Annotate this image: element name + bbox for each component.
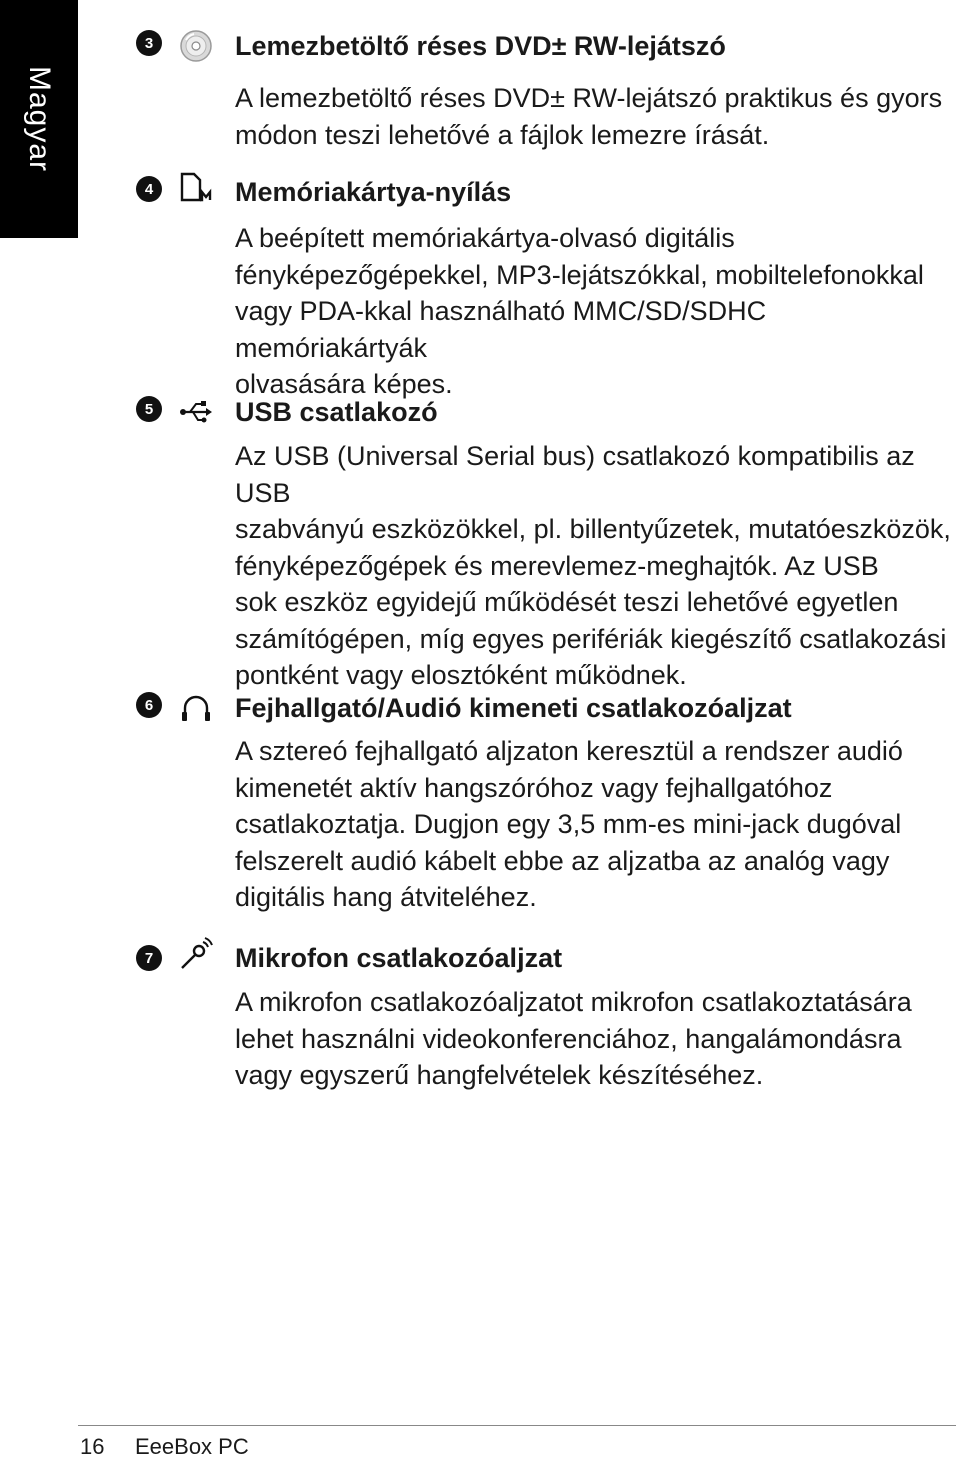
- section-body: [235, 438, 955, 694]
- section-body: [235, 220, 955, 403]
- body-line: olvasására képes.: [235, 369, 453, 399]
- body-line: fényképezőgépek és merevlemez-meghajtók. Az USB: [235, 550, 879, 581]
- body-line: felszerelt audió kábelt ebbe az aljzatba az analóg vagy: [235, 845, 890, 876]
- body-line: fényképezőgépekkel, MP3-lejátszókkal, mobiltelefonokkal: [235, 259, 924, 290]
- body-line: szabványú eszközökkel, pl. billentyűzetek, mutatóeszközök,: [235, 514, 951, 544]
- body-line: módon teszi lehetővé a fájlok lemezre írását.: [235, 119, 770, 150]
- body-line: vagy egyszerű hangfelvételek készítéséhez.: [235, 1060, 764, 1090]
- body-line: vagy PDA-kkal használható MMC/SD/SDHC memóriakártyák: [235, 296, 767, 363]
- body-line: sok eszköz egyidejű működését teszi lehetővé egyetlen: [235, 587, 899, 617]
- body-line: Az USB (Universal Serial bus) csatlakozó kompatibilis az USB: [235, 441, 915, 508]
- language-label: Magyar: [23, 65, 57, 173]
- section-title: Memóriakártya-nyílás: [235, 177, 512, 207]
- section-title: Fejhallgató/Audió kimeneti csatlakozóaljzat: [235, 693, 792, 723]
- body-line: számítógépen, míg egyes perifériák kiegészítő csatlakozási: [235, 623, 947, 654]
- page-number: 16: [80, 1434, 105, 1459]
- section-title: Lemezbetöltő réses DVD± RW-lejátszó: [235, 31, 726, 61]
- section-title: Mikrofon csatlakozóaljzat: [235, 943, 563, 973]
- optical-disc-icon: [178, 28, 214, 64]
- section-body: [235, 733, 955, 916]
- body-line: digitális hang átviteléhez.: [235, 882, 537, 912]
- memory-card-icon: [178, 170, 214, 206]
- usb-icon: [178, 394, 214, 430]
- microphone-icon: [178, 936, 214, 972]
- footer-product-name: EeeBox PC: [135, 1434, 249, 1459]
- item-number: 4: [136, 176, 162, 202]
- body-line: kimenetét aktív hangszóróhoz vagy fejhallgatóhoz: [235, 772, 833, 803]
- item-number: 5: [136, 396, 162, 422]
- body-line: A mikrofon csatlakozóaljzatot mikrofon csatlakoztatására: [235, 987, 912, 1017]
- item-number: 6: [136, 692, 162, 718]
- section-body: [235, 984, 955, 1094]
- section-title: USB csatlakozó: [235, 397, 438, 427]
- item-number: 7: [136, 945, 162, 971]
- body-line: A sztereó fejhallgató aljzaton keresztül a rendszer audió: [235, 736, 903, 766]
- body-line: pontként vagy elosztóként működnek.: [235, 660, 687, 690]
- body-line: A beépített memóriakártya-olvasó digitális: [235, 223, 735, 253]
- item-number: 3: [136, 30, 162, 56]
- headphone-icon: [178, 690, 214, 726]
- body-line: A lemezbetöltő réses DVD± RW-lejátszó praktikus és gyors: [235, 83, 943, 113]
- footer-divider: [78, 1425, 956, 1426]
- body-line: csatlakoztatja. Dugjon egy 3,5 mm-es mini-jack dugóval: [235, 809, 902, 839]
- section-body: [235, 80, 955, 153]
- body-line: lehet használni videokonferenciához, hangalámondásra: [235, 1023, 902, 1054]
- language-side-tab: [0, 0, 78, 238]
